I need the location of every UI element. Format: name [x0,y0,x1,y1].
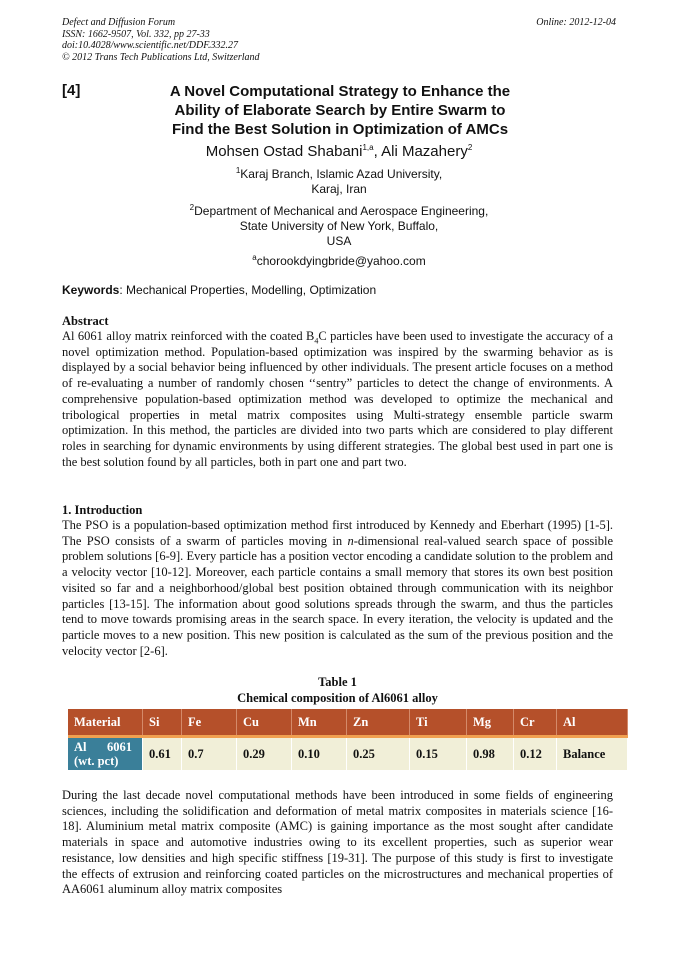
table-caption-number: Table 1 [318,675,357,689]
composition-table [68,709,628,770]
row-label-word-2: 6061 [107,740,132,754]
table-caption-title: Chemical composition of Al6061 alloy [237,691,438,705]
table-row [68,737,628,771]
cell-si: 0.61 [143,737,182,771]
introduction-heading: 1. Introduction [62,503,143,517]
aff-1-sup: 1 [235,166,241,175]
author-list [62,143,616,160]
row-label-word-3: (wt. pct) [74,754,119,768]
row-label-word-1: Al [74,740,87,754]
col-mn: Mn [292,709,347,737]
col-al: Al [557,709,628,737]
doi-line: doi:10.4028/www.scientific.net/DDF.332.27 [62,40,239,51]
author-2-name: Ali Mazahery [381,143,468,160]
author-separator: , [373,143,382,160]
aff-2-sup: 2 [189,203,195,212]
cell-mg: 0.98 [467,737,514,771]
col-cu: Cu [237,709,292,737]
aff-1-line-2: Karaj, Iran [311,182,367,196]
cell-al: Balance [557,737,628,771]
introduction-paragraph-2: During the last decade novel computational methods have been introduced in some fields of engineering sciences, including the solidification and deformation of metal matrix composites in materials science [16-18]. Aluminium metal matrix composite (AMC) is gaining importance as the most sought after candidate materials in space and automotive industries owing to its excellent properties, such as superior wear resistance, low densities and high specific stiffness [19-31]. The purpose of this study is first to investigate the effects of extrusion and reinforcing coated particles on the microstructures and mechanical properties of AA6061 aluminum alloy matrix composites [62,788,613,897]
keywords-label: Keywords [62,283,120,297]
col-mg: Mg [467,709,514,737]
affiliation-2 [62,204,616,249]
journal-header [62,17,616,63]
aff-1-line-1: Karaj Branch, Islamic Azad University, [240,167,443,181]
cell-cr: 0.12 [514,737,557,771]
issn-line: ISSN: 1662-9507, Vol. 332, pp 27-33 [62,28,210,40]
author-1-sup: 1,a [362,143,374,152]
author-1-name: Mohsen Ostad Shabani [205,143,363,160]
col-fe: Fe [182,709,237,737]
abstract-text-b: C particles have been used to investigate the accuracy of a novel optimization method. Population-based optimization was inspired by the swarming behavior as is displayed by a social behavior being influenced by other individuals. The present article focuses on a method of re-evaluating a number of randomly chosen ‘‘sentry” particles to detect the change of environments. A comprehensive population-based optimization method was developed to optimize the mechanical and tribological properties in metal matrix composites using Multi-strategy ensemble particle swarm optimization. In this method, the particles are divided into two parts which are considered to play different roles in searching for dynamic environments by using different strategies. The global best used in part one is the best solution found by all particles, both in part one and part two. [62,329,613,469]
col-si: Si [143,709,182,737]
email-sup: a [252,253,257,262]
affiliation-1 [62,167,616,197]
row-label [68,737,143,771]
email-line [62,254,616,269]
abstract-subscript: 4 [314,336,319,346]
paper-title [140,82,540,139]
keywords-text: : Mechanical Properties, Modelling, Optimization [119,283,377,297]
title-line-3: Find the Best Solution in Optimization of AMCs [171,121,509,138]
introduction-paragraph-1 [62,518,613,659]
copyright-line: © 2012 Trans Tech Publications Ltd, Switzerland [62,51,260,63]
online-date: Online: 2012-12-04 [536,17,616,28]
abstract-text [62,329,613,470]
journal-name: Defect and Diffusion Forum [62,17,176,28]
aff-2-line-3: USA [326,234,352,248]
col-zn: Zn [347,709,410,737]
aff-2-line-2: State University of New York, Buffalo, [239,219,439,233]
intro-p1-italic: n [347,533,354,548]
cell-ti: 0.15 [410,737,467,771]
author-email: chorookdyingbride@yahoo.com [256,254,426,268]
aff-2-line-1: Department of Mechanical and Aerospace Engineering, [194,204,489,218]
cell-zn: 0.25 [347,737,410,771]
abstract-text-a: Al 6061 alloy matrix reinforced with the coated B [62,329,315,343]
abstract-heading: Abstract [62,314,109,328]
col-ti: Ti [410,709,467,737]
intro-p1-a: The PSO is a population-based optimization method first introduced by Kennedy and Eberhart (1995) [1-5]. The PSO consists of a swarm of particles moving in [62,518,613,548]
cell-mn: 0.10 [292,737,347,771]
cell-fe: 0.7 [182,737,237,771]
reference-number: [4] [62,82,81,99]
title-line-2: Ability of Elaborate Search by Entire Swarm to [174,102,506,119]
table-header-row [68,709,628,737]
intro-p1-b: -dimensional real-valued search space of possible problem solutions [6-9]. Every particle has a position vector encoding a candidate solution to the problem and a velocity vector [10-12]. Moreover, each particle contains a small memory that stores its own best position visited so far and a neighborhood/global best position obtained through communication with its neighbor particles [13-15]. The information about good solutions spreads through the swarm, and thus the particles tend to move towards promising areas in the search space. In every iteration, the velocity is updated and the particle moves to a new position. This new position is calculated as the sum of the previous position and the velocity vector [2-6]. [62,533,613,658]
title-line-1: A Novel Computational Strategy to Enhance the [169,83,511,100]
author-2-sup: 2 [467,143,473,152]
keywords [62,283,376,297]
cell-cu: 0.29 [237,737,292,771]
col-material: Material [68,709,143,737]
col-cr: Cr [514,709,557,737]
